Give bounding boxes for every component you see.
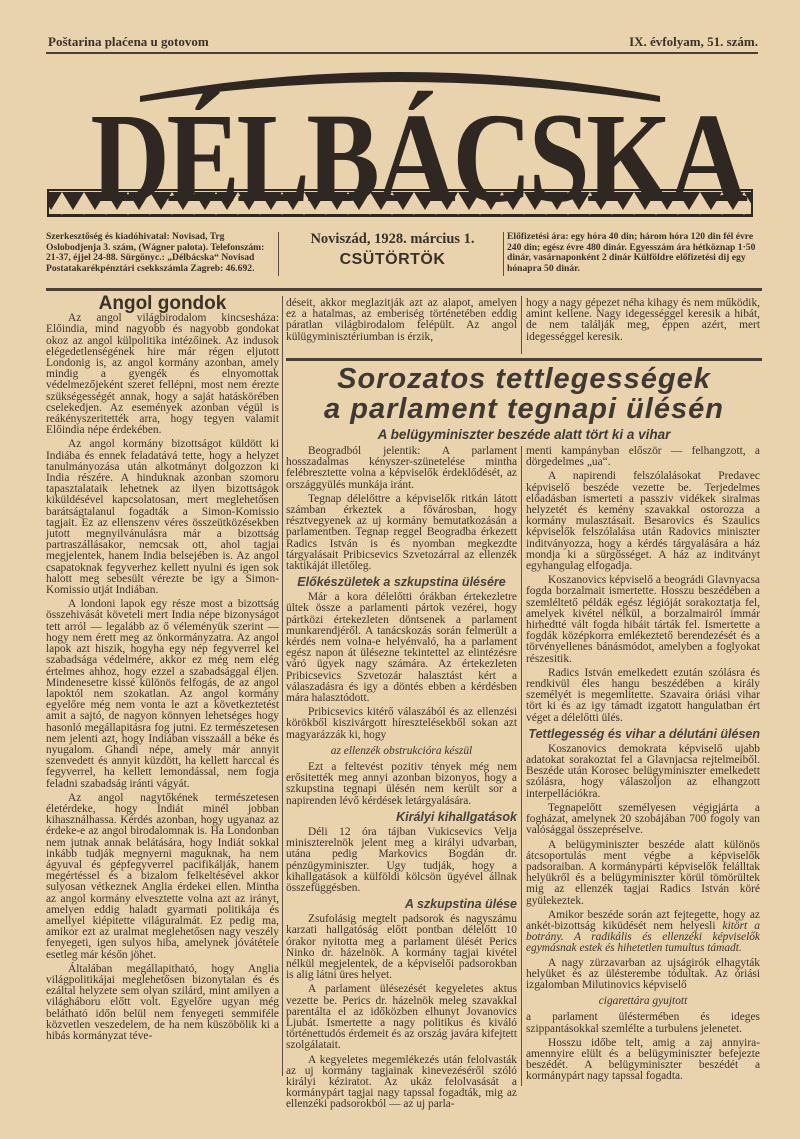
divider (278, 232, 279, 276)
paragraph: Az angol kormány bizottságot küldött ki Indiába és ennek feladatává tette, hogy a helyzet tanulmányozása után alkotmányt dolgozzon ki India részére. A hinduknak azonban szomoru tapasztalataik lehetnek az ilyen bizottságok kiküldésével kapcsolatosan, mert meglehetősen barátságtalanul fogadták a Simon-Komissio tagjait. Ez az ellenszenv véres összeütközésekben jutott megnyilvánulásra már a bizottság partraszállásakor, nemcsak ott, ahol tagjai megjelentek, hanem India belsejében is. Az angol csapatoknak fegyverhez kellett nyulni és igen sok halott meg sebesült vérezte be igy a Simon-Komissio utját Indiában. (46, 438, 279, 597)
paragraph (286, 914, 517, 981)
article-body (46, 313, 279, 1042)
paragraph-text: Déli 12 óra tájban Vukicsevics Velja miniszterelnök jelent meg a királyi udvarban, utána pedig Markovics Bogdán dr. pénzügyminiszter. Ugy tudják, hogy a kihallgatások a külföldi kölcsön ügyével állnak összefüggésben. (286, 825, 517, 894)
section-rule (286, 358, 762, 361)
paragraph (526, 840, 760, 907)
paragraph-text: Radics István emelkedett ezután szólásra és rendkivül éles hangu beszédében a király személyét is megemlitette. Szavaira óriási vihar tört ki és az igy támadt izgatott hangulatban ért véget a délelőtti ülés. (526, 666, 760, 724)
article-title: Angol gondok (98, 293, 227, 314)
paragraph (526, 1038, 760, 1083)
paragraph (526, 575, 760, 665)
paragraph-text: A parlament ülésezését kegyeletes aktus vezette be. Perics dr. házelnök meleg szavakkal parentálta el az időközben elhunyt Jovanovics Ljubát. Ismertette a nagy politikus és kiváló történettudós érdemeit és az ország javára kifejtett szolgálatait. (286, 983, 517, 1052)
divider (503, 232, 504, 276)
paragraph-text: Beogradból jelentik: A parlament hosszadalmas kényszer-szünetelése mintha felébresztette volna a képviselők érdeklődését, az országgyülés munkája iránt. (286, 445, 517, 491)
column-divider (521, 446, 522, 1086)
paragraph-italic-text: kitört a botrány. A radikális és ellenzéki képviselők egymásnak estek és hihetetlen tumultus támadt. (526, 919, 760, 955)
headline-line-2: a parlament tegnapi ülésén (324, 393, 724, 425)
article-angol-gondok (46, 293, 279, 1042)
paragraph: Az angol nagytőkének természetesen életérdeke, hogy Indiát minél jobban kihasználhassa. Kérdés azonban, hogy ugyanaz az érdeke-e az angol birodalomnak is. Ha Londonban nem jutnak annak belátására, hogy Indiát sokkal inkább tudják megnyerni maguknak, ha nem ágyuval és gépfegyverrel pacifikálják, hanem megértéssel és a bizalom felkeltésével akkor sulyosan vétkeznek Anglia érdekei ellen. Mintha az angol kormány elvesztette volna azt az irányt, amelyen eddig haladt gyarmati politikája és amellyel kiépitette világuralmát. Ez pedig ma, amikor ezt az uralmat meglehetősen nagy veszély fenyegeti, igen sulyos hiba, amelynek jóvátétele esetleg már későn jöhet. (46, 791, 279, 961)
paragraph-text: Koszanovics képviselő a beográdi Glavnyacsa fogda borzalmait ismertette. Hosszu beszédében a szemléltető példák egész légióját sorakoztatja fel, amelyek kivétel nélkül, a borzalmairól immár hirhedtté vált fogda hibáit tárták fel. Ismertette a fogdák középkorra emlékeztető berendezését és a törvényellenes bánásmódot, amelyben a foglyokat részesitik. (526, 574, 760, 665)
issue-date: Noviszád, 1928. március 1. (310, 231, 475, 247)
paragraph (286, 1055, 517, 1111)
masthead (40, 58, 760, 228)
paragraph: Az angol világbirodalom kincsesháza: Előindia, mind nagyobb és nagyobb gondokat okoz az angol külpolitika intézőinek. Az indusok elégedetlenségének hire már régen eljutott Londonig is, az angol kormány azonban, amely mindig a gyengék és elnyomottak védelmezőjeként szeret fellépni, most nem érezte szükségességét annak, hogy a saját hatáskörében cselekedjen. Az események azonban végül is reákényszeritették arra, hogy tegyen valamit Előindia népe érdekében. (46, 312, 279, 437)
paragraph: A londoni lapok egy része most a bizottság összehivását követeli mert India népe bizonyságot tett arról — legalább az ő véleményük szerint — hogy nem érett meg az önkormányzatra. Az angol lapok azt hiszik, hogyha egy nép fegyverrel kel szabadsága védelmére, akkor ez még nem elég értelmes ahhoz, hogy ezzel a szabadsággal éljen. Mindenesetre kissé különös felfogás, de az angol lapoktól nem szokatlan. Az angol kormány egyelőre még nem vonta le azt a következtetést amit a sajtó, de nagyon könnyen lehetséges hogy hasonló megállapitásra fog jutni. Ez természetesen nem jelenti azt, hogy Indiában visszaáll a béke és nyugalom. Ghandi népe, amely már annyit szenvedett és annyit küzdött, ha kellett harccal és fegyverrel, ha kellett lemondással, nem fogja feladni szabadság iránti vágyát. (46, 598, 279, 790)
article-continuation-col2 (286, 298, 517, 343)
paragraph-text: Hosszu időbe telt, amig a zaj annyira-amennyire elült és a belügyminiszter befejezte beszédét. A belügyminiszter beszédét a kormánypárt nagy tapssal fogadta. (526, 1036, 760, 1083)
paragraph-text: Koszanovics demokrata képviselő ujabb adatokat sorakoztat fel a Glavnjacsa rejtelmeiből. Beszéde után Korosec belügyminiszter emelkedett szólásra, hogy válaszoljon az elhangzott interpellációkra. (526, 742, 760, 800)
emphasis-line: az ellenzék obstrukcióra készül (330, 744, 473, 757)
column-divider (282, 296, 283, 1076)
office-info: Szerkesztőség és kiadóhivatal: Novisad, Trg Oslobodjenja 3. szám, (Wágner palota). Telefonszám: 21-37, éjjel 24-88. Sürgönyc.: „Délbácska“ Novisad Postatakarékpénztári csekkszámla Zagreb: 46.692. (46, 231, 265, 274)
paragraph-text: Tegnapelőtt személyesen végigjárta a fogházat, amelynek 20 szobájában 700 fogoly van valósággal összepréselve. (526, 801, 760, 837)
paragraph-text: Ezt a feltevést pozitiv tények még nem erősitették meg annyi azonban bizonyos, hogy a szkupstina tegnapi ülésén nem került sor a napirenden lévő kérdések letárgyalására. (286, 761, 517, 807)
top-rule (46, 52, 758, 54)
paragraph-text: A kegyeletes megemlékezés után felolvasták az uj kormány tagjainak kinevezéséről szóló királyi kéziratot. Az ukáz felolvasását a kormánypárt tagjai nagy tapssal fogadták, mig az ellenzéki padsorokból — az uj parla- (286, 1053, 517, 1111)
paragraph-text: Pribicsevics kitérő válaszából és az ellenzési körökből kiszivárgott híresztelésekből sokan azt magyarázzák ki, hogy (286, 706, 517, 741)
subheadline: A belügyminiszter beszéde alatt tört ki a vihar (377, 427, 671, 442)
section-subheading: Előkészületek a szkupstina ülésére (297, 575, 506, 590)
postage-note: Poštarina plaćena u gotovom (48, 34, 209, 49)
paragraph-text: Amikor beszéde során azt fejtegette, hogy az ankét-bizottság kiküdését nem helyesli (526, 908, 760, 932)
paragraph: déseit, akkor meglazitják azt az alapot, amelyen ez a hatalmas, az emberiség történetében eddig páratlan világbirodalom felépült. Az angol külügyminisztériumban is érzik, (286, 297, 517, 343)
paragraph: hogy a nagy gépezet néha kihagy és nem működik, amint kellene. Nagy idegességgel keresik a hibát, de nem találják meg, éppen azért, mert idegességgel keresik. (526, 297, 760, 343)
paragraph (526, 958, 760, 992)
masthead-title: DÉLBÁCSKA (90, 87, 745, 229)
paragraph-text: Tegnap délelőttre a képviselők ritkán látott számban érkeztek a fővárosban, hogy résztvegyenek az uj kormány bemutatkozásán a parlamentben. Tegnap reggel Beogradba érkezett Radics István is és nyomban megkezdte tárgyalásait Pribicsevics Szvetozárral az ellenzék taktikáját illetőleg. (286, 492, 517, 573)
paragraph (526, 1012, 760, 1034)
paragraph-text: Zsufolásig megtelt padsorok és nagyszámu karzati hallgatóság előtt pontban délelőtt 10 órakor nyitotta meg a parlament ülését Perics Ninko dr. házelnök. A kormány tagjai kivétel nélkül megjelentek, de a képviselői padsorokban is alig látni üres helyet. (286, 913, 517, 982)
weekday: CSÜTÖRTÖK (339, 250, 446, 268)
paragraph: Általában megállapitható, hogy Anglia világpolitikájai meglehetősen bizonytalan és és ezáltal helyzete sem olyan szilárd, mint amilyen a világháboru előtt volt. Egyelőre ugyan még belátható időn belül nem fenyegeti semmiféle közvetlen veszedelem, de ha nem küszöbölik ki a hibás kormányzat téve- (46, 962, 279, 1042)
paragraph-text: menti kampányban először — felhangzott, a dörgedelmes „ua“. (526, 445, 760, 469)
section-subheading: A szkupstina ülése (404, 897, 517, 912)
article-continuation-col3 (526, 298, 760, 343)
section-rule (46, 288, 762, 291)
paragraph-text: A belügyminiszter beszéde alatt különös átcsoportulás ment végbe a képviselők padsoraiban. A kormánypárti képviselők felálltak helyükről és a belügyminiszter körül tömörültek mig az ellenzék tagjai Radics István köré gyülekeztek. (526, 838, 760, 907)
paragraph (526, 446, 760, 468)
paragraph (286, 707, 517, 741)
headline-line-1: Sorozatos tettlegességek (337, 363, 711, 395)
section-subheading: Királyi kihallgatások (396, 809, 517, 824)
article-parliament-col3 (526, 446, 760, 1083)
article-parliament-col2 (286, 446, 517, 1111)
paragraph (286, 494, 517, 572)
paragraph (286, 762, 517, 807)
date-block (285, 231, 500, 268)
paragraph (526, 668, 760, 724)
paragraph (286, 827, 517, 894)
paragraph-text: a parlament üléstermében és ideges szippantásokkal szemlélte a turbulens jelenetet. (526, 1011, 760, 1035)
paragraph-text: Már a kora délelőtti órákban értekezletre ültek össze a parlamenti pártok vezérei, hogy pártközi értekezleten döntsenek a parlament munkarendjéről. A tanácskozás során felmerült a kérdés nem volna-e helyénvaló, ha a parlament egész napon át ülésezne tekintettel az elintézésre váró ügyek nagy számára. Az értekezleten Pribicsevics Szvetozár halasztást kért a válaszadásra és igy a döntés ebben a kérdésben mára halasztódott. (286, 591, 517, 705)
paragraph (526, 910, 760, 955)
paragraph (526, 744, 760, 800)
paragraph (526, 803, 760, 837)
paragraph (286, 446, 517, 491)
paragraph-text: A nagy zürzavarban az ujságirók elhagyták helyüket és az ülésterembe tódultak. Az óriási izgalomban Milutinovics képviselő (526, 956, 760, 991)
article-headline (285, 364, 763, 443)
section-subheading: Tettlegesség és vihar a délutáni ülésen (528, 726, 760, 741)
issue-number: IX. évfolyam, 51. szám. (629, 34, 758, 49)
column-divider (521, 296, 522, 354)
paragraph (526, 471, 760, 572)
subscription-info: Előfizetési ára: egy hóra 40 din; három hóra 120 din fél évre 240 din; egész évre 480 dinár. Egyesszám ára hétköznap 1·50 dinár, vasárnaponként 2 dinár Külföldre előfizetési dij egy hónapra 50 dinár. (507, 231, 756, 274)
emphasis-line: cigarettára gyujtott (598, 995, 688, 1008)
paragraph (286, 592, 517, 704)
paragraph (286, 984, 517, 1051)
paragraph-text: A napirendi felszólalásokat Predavec képviselő beszéde vezette be. Terjedelmes előadásban ismerteti a passziv vidékek siralmas helyzetét és kemény szavakkal ostorozza a kormány mulasztásait. Besarovics és Szaulics képviselők felszólalása után Radovics miniszter inditványozza, hogy a kérdés tárgyalására a ház mondja ki a sürgősséget. A ház az inditványt egyhangulag elfogadja. (526, 470, 760, 573)
